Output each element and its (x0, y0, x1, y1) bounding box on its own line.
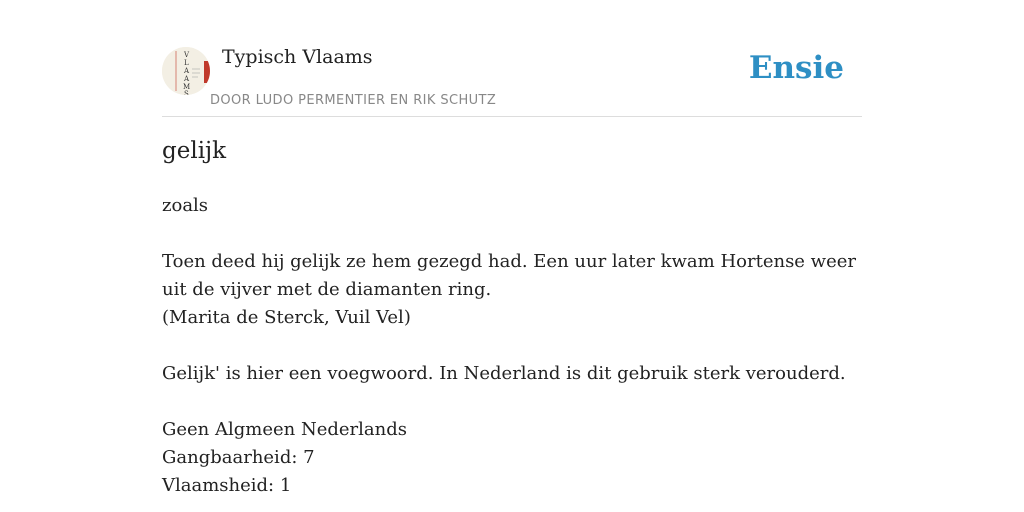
book-authors: DOOR LUDO PERMENTIER EN RIK SCHUTZ (210, 93, 497, 108)
svg-text:L: L (184, 59, 189, 67)
entry-definition: zoals (162, 195, 209, 216)
book-cover-icon (162, 47, 210, 95)
example-source: (Marita de Sterck, Vuil Vel) (162, 307, 411, 328)
svg-text:V: V (184, 51, 190, 59)
example-quote: Toen deed hij gelijk ze hem gezegd had. Een uur later kwam Hortense weer uit de vijver met de diamanten ring. (162, 251, 856, 300)
meta-gangbaarheid: Gangbaarheid: 7 (162, 447, 315, 468)
entry-headword: gelijk (162, 138, 227, 164)
svg-text:M: M (183, 83, 191, 91)
book-cover-logo[interactable] (162, 47, 210, 95)
header (162, 40, 862, 117)
ensie-logo-link[interactable]: Ensie (748, 50, 844, 86)
entry-note: Gelijk' is hier een voegwoord. In Nederland is dit gebruik sterk verouderd. (162, 363, 846, 384)
entry-example (162, 248, 867, 332)
meta-category: Geen Algmeen Nederlands (162, 419, 407, 440)
entry-meta (162, 416, 867, 500)
meta-vlaamsheid: Vlaamsheid: 1 (162, 475, 292, 496)
entry-content (162, 192, 867, 512)
svg-text:A: A (184, 75, 190, 83)
svg-text:A: A (184, 67, 190, 75)
svg-text:S: S (184, 90, 189, 95)
book-title[interactable]: Typisch Vlaams (222, 46, 373, 68)
